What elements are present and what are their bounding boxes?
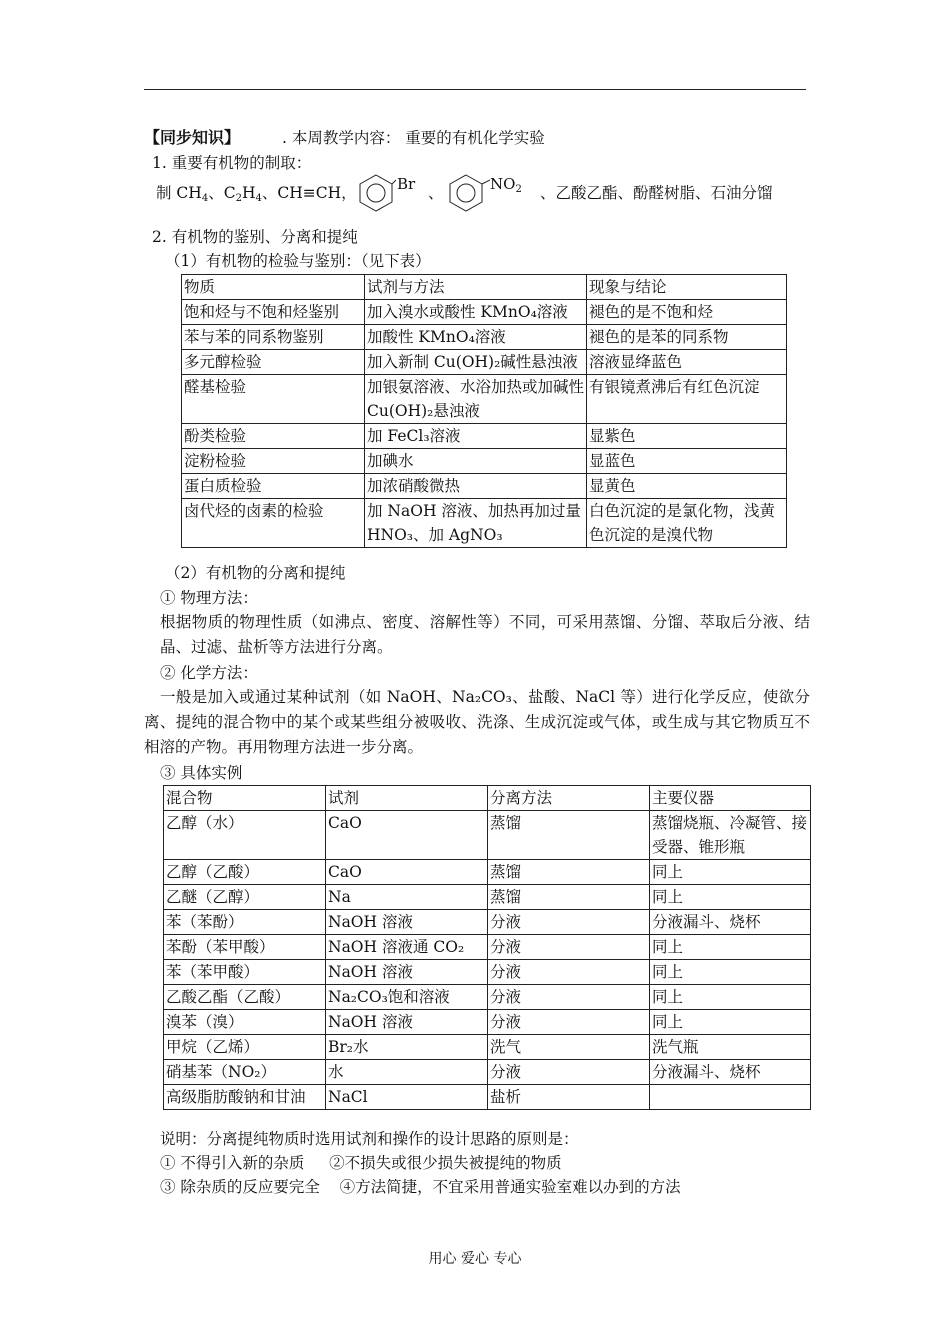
table-cell: [650, 1085, 811, 1110]
table-row: [182, 300, 787, 325]
table-cell: 同上: [650, 985, 811, 1010]
table-row: [164, 1035, 811, 1060]
bromo-label: Br: [397, 175, 416, 193]
table-row: [164, 811, 811, 860]
header-cell: 主要仪器: [650, 786, 811, 811]
section-heading: 【同步知识】: [144, 128, 241, 147]
table-cell: 分液: [488, 960, 650, 985]
bromobenzene-structure-icon: [356, 172, 396, 214]
table-cell: CaO: [326, 811, 488, 860]
table-cell: NaCl: [326, 1085, 488, 1110]
separation-table: [163, 785, 811, 1110]
table-cell: CaO: [326, 860, 488, 885]
table-cell: 蛋白质检验: [182, 474, 365, 499]
table-cell: 苯（苯酚）: [164, 910, 326, 935]
formula-c2h4: 、$C_2H_4$: [208, 184, 262, 204]
table-cell: 分液: [488, 935, 650, 960]
table-row: [164, 1085, 811, 1110]
table-row: [182, 449, 787, 474]
table-row: [182, 350, 787, 375]
table-cell: 乙醚（乙醇）: [164, 885, 326, 910]
table-cell: 溶液显绛蓝色: [587, 350, 787, 375]
table-row: [164, 960, 811, 985]
point1-line: [156, 181, 357, 211]
table-header-row: [164, 786, 811, 811]
table-cell: NaOH 溶液: [326, 960, 488, 985]
sub2-title: （2）有机物的分离和提纯: [165, 564, 346, 582]
table-cell: 水: [326, 1060, 488, 1085]
table-cell: 蒸馏烧瓶、冷凝管、接受器、锥形瓶: [650, 811, 811, 860]
table-row: [164, 935, 811, 960]
header-cell: 试剂与方法: [365, 275, 587, 300]
table-cell: NaOH 溶液通 CO₂: [326, 935, 488, 960]
table-cell: 分液: [488, 1010, 650, 1035]
point2-title: 2. 有机物的鉴别、分离和提纯: [152, 228, 358, 246]
table-row: [182, 375, 787, 424]
table-row: [182, 424, 787, 449]
table-cell: 苯酚（苯甲酸）: [164, 935, 326, 960]
table-cell: 显蓝色: [587, 449, 787, 474]
table-cell: 乙醇（乙酸）: [164, 860, 326, 885]
nitrobenzene-structure-icon: [446, 172, 490, 214]
table-cell: 蒸馏: [488, 885, 650, 910]
table-cell: 卤代烃的卤素的检验: [182, 499, 365, 548]
table-row: [164, 1010, 811, 1035]
header-rule: [144, 89, 806, 90]
table-cell: 加 FeCl₃溶液: [365, 424, 587, 449]
table-cell: 同上: [650, 885, 811, 910]
physical-method-title: ① 物理方法：: [160, 589, 258, 607]
examples-title: ③ 具体实例: [160, 764, 243, 782]
table-cell: 同上: [650, 935, 811, 960]
table-cell: 洗气: [488, 1035, 650, 1060]
table-cell: 淀粉检验: [182, 449, 365, 474]
table-cell: 加入溴水或酸性 KMnO₄溶液: [365, 300, 587, 325]
table-cell: 分液: [488, 910, 650, 935]
table-cell: Na: [326, 885, 488, 910]
table-row: [182, 474, 787, 499]
table-cell: 显黄色: [587, 474, 787, 499]
header-cell: 物质: [182, 275, 365, 300]
table-cell: Na₂CO₃饱和溶液: [326, 985, 488, 1010]
header-cell: 试剂: [326, 786, 488, 811]
table-cell: 加银氨溶液、水浴加热或加碱性 Cu(OH)₂悬浊液: [365, 375, 587, 424]
table-cell: 甲烷（乙烯）: [164, 1035, 326, 1060]
table-cell: 显紫色: [587, 424, 787, 449]
table-cell: 加碘水: [365, 449, 587, 474]
table-cell: 同上: [650, 960, 811, 985]
table-cell: 有银镜煮沸后有红色沉淀: [587, 375, 787, 424]
chemical-method-text: 一般是加入或通过某种试剂（如 NaOH、Na₂CO₃、盐酸、NaCl 等）进行化学反应，使欲分离、提纯的混合物中的某个或某些组分被吸收、洗涤、生成沉淀或气体，或生成与其它物质互不相溶的产物。再用物理方法进一步分离。: [144, 688, 810, 756]
table-cell: 同上: [650, 1010, 811, 1035]
table-cell: 白色沉淀的是氯化物，浅黄色沉淀的是溴代物: [587, 499, 787, 548]
table-cell: 盐析: [488, 1085, 650, 1110]
table-cell: 高级脂肪酸钠和甘油: [164, 1085, 326, 1110]
table-cell: 酚类检验: [182, 424, 365, 449]
table-header-row: [182, 275, 787, 300]
table-cell: 加浓硝酸微热: [365, 474, 587, 499]
table-cell: 乙酸乙酯（乙酸）: [164, 985, 326, 1010]
point1-rest: 、乙酸乙酯、酚醛树脂、石油分馏: [540, 184, 773, 202]
sub1-title: （1）有机物的检验与鉴别：（见下表）: [165, 252, 431, 270]
table-cell: 多元醇检验: [182, 350, 365, 375]
table-row: [182, 499, 787, 548]
table-row: [164, 910, 811, 935]
table-cell: 苯（苯甲酸）: [164, 960, 326, 985]
physical-method-text: 根据物质的物理性质（如沸点、密度、溶解性等）不同，可采用蒸馏、分馏、萃取后分液、结晶、过滤、盐析等方法进行分离。: [160, 613, 810, 656]
table-cell: Br₂水: [326, 1035, 488, 1060]
nitro-label: $NO_2$: [490, 175, 522, 195]
intro-line: . 本周教学内容： 重要的有机化学实验: [282, 129, 545, 147]
table-cell: 溴苯（溴）: [164, 1010, 326, 1035]
table-cell: 分液漏斗、烧杯: [650, 910, 811, 935]
header-cell: 分离方法: [488, 786, 650, 811]
note-title: 说明：分离提纯物质时选用试剂和操作的设计思路的原则是：: [160, 1130, 579, 1148]
table-cell: 褪色的是不饱和烃: [587, 300, 787, 325]
table-cell: 同上: [650, 860, 811, 885]
table-row: [164, 1060, 811, 1085]
table-cell: 蒸馏: [488, 860, 650, 885]
table-row: [164, 885, 811, 910]
page-footer: 用心 爱心 专心: [428, 1251, 522, 1267]
note-line-1: ① 不得引入新的杂质 ②不损失或很少损失被提纯的物质: [160, 1154, 562, 1172]
table-cell: 加 NaOH 溶液、加热再加过量 HNO₃、加 AgNO₃: [365, 499, 587, 548]
table-cell: 醛基检验: [182, 375, 365, 424]
chemical-method-title: ② 化学方法：: [160, 664, 258, 682]
table-cell: 加酸性 KMnO₄溶液: [365, 325, 587, 350]
point1-title: 1. 重要有机物的制取：: [152, 154, 312, 172]
table-cell: 蒸馏: [488, 811, 650, 860]
formula-acetylene: 、CH≡CH，: [261, 184, 357, 202]
comma-separator: 、: [428, 184, 444, 202]
table-cell: 乙醇（水）: [164, 811, 326, 860]
table-cell: 饱和烃与不饱和烃鉴别: [182, 300, 365, 325]
table-cell: NaOH 溶液: [326, 910, 488, 935]
table-row: [164, 860, 811, 885]
header-cell: 现象与结论: [587, 275, 787, 300]
table-cell: 加入新制 Cu(OH)₂碱性悬浊液: [365, 350, 587, 375]
table-cell: 苯与苯的同系物鉴别: [182, 325, 365, 350]
table-row: [164, 985, 811, 1010]
table-cell: 分液: [488, 1060, 650, 1085]
table-cell: NaOH 溶液: [326, 1010, 488, 1035]
header-cell: 混合物: [164, 786, 326, 811]
table-cell: 分液漏斗、烧杯: [650, 1060, 811, 1085]
table-cell: 褪色的是苯的同系物: [587, 325, 787, 350]
table-cell: 洗气瓶: [650, 1035, 811, 1060]
table-row: [182, 325, 787, 350]
table-cell: 硝基苯（NO₂）: [164, 1060, 326, 1085]
note-line-2: ③ 除杂质的反应要完全 ④方法简捷，不宜采用普通实验室难以办到的方法: [160, 1178, 681, 1196]
identification-table: [181, 274, 787, 548]
formula-ch4: 制 $CH_4$: [156, 184, 209, 204]
table-cell: 分液: [488, 985, 650, 1010]
